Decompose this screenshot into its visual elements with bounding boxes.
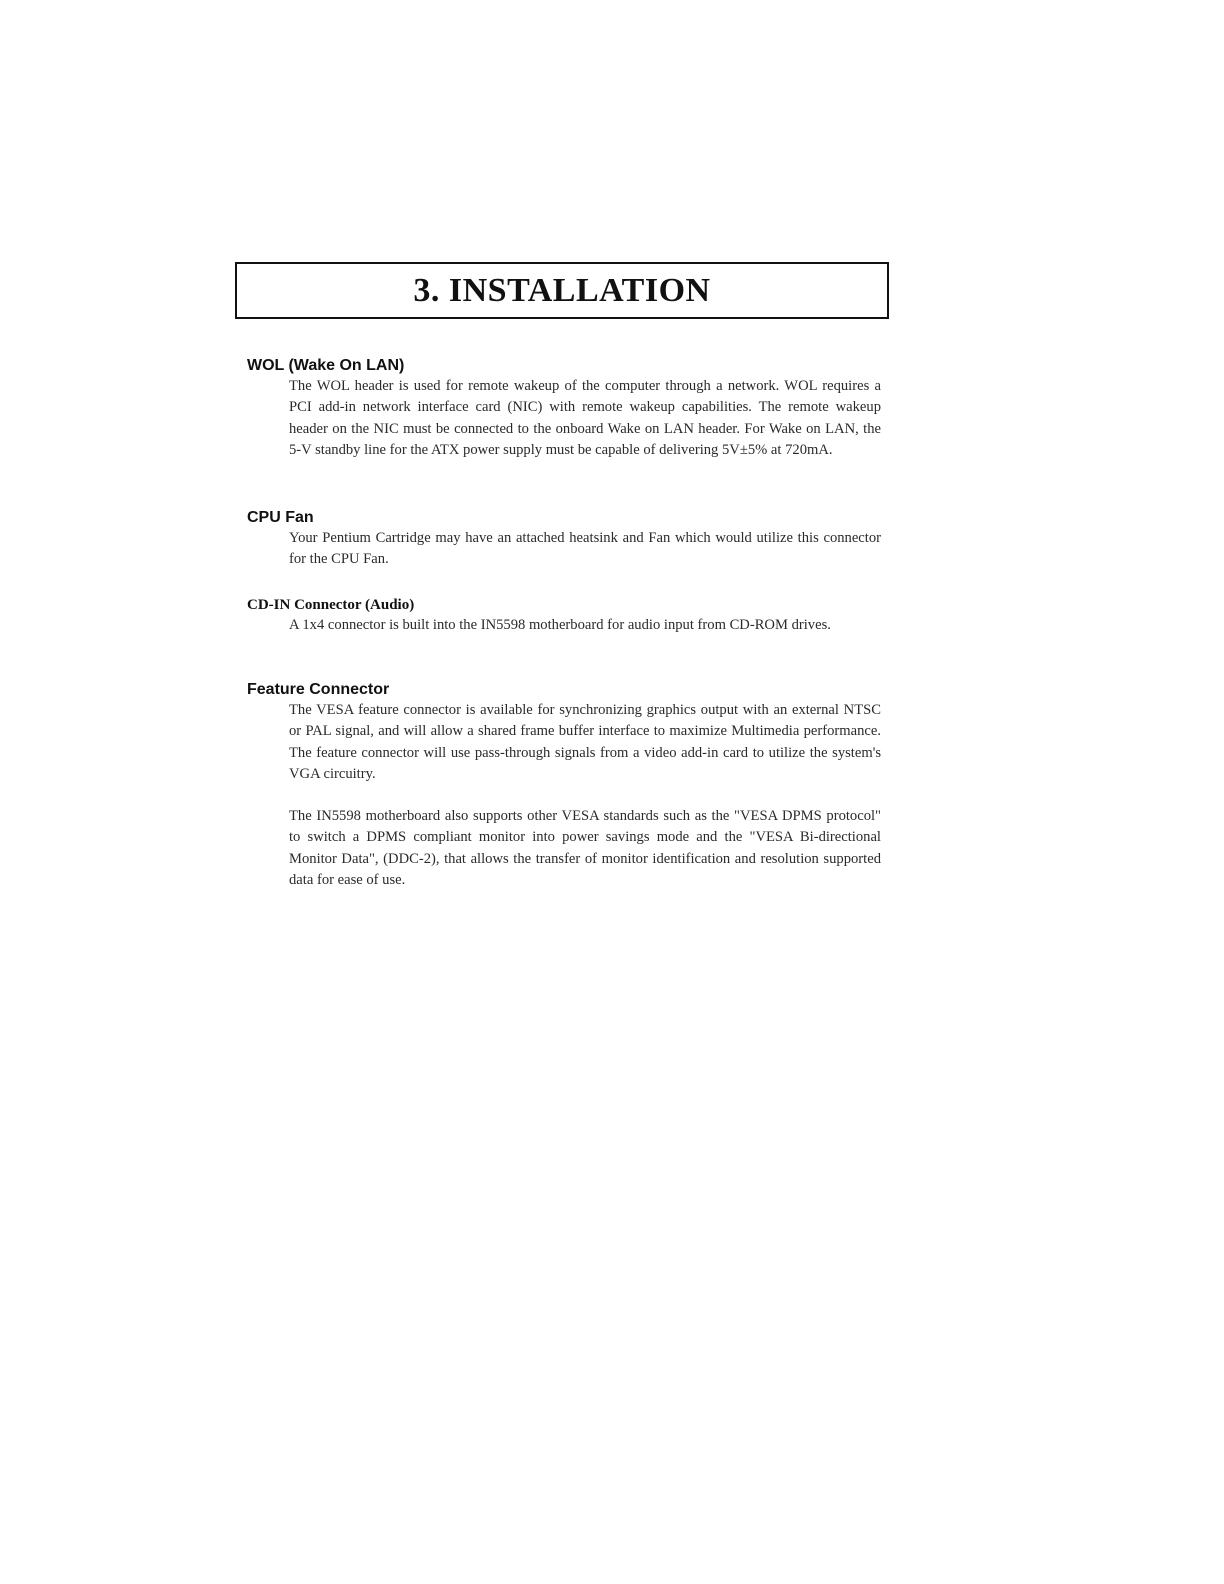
section-cd-in <box>247 595 887 636</box>
section-cpu-fan <box>247 508 887 571</box>
section-body-cd-in: A 1x4 connector is built into the IN5598 motherboard for audio input from CD-ROM drives. <box>289 617 831 633</box>
section-heading-feature-connector: Feature Connector <box>247 681 390 698</box>
section-body-cpu-fan: Your Pentium Cartridge may have an attached heatsink and Fan which would utilize this connector for the CPU Fan. <box>289 530 881 568</box>
section-wol <box>247 356 887 461</box>
section-body-feature-connector-1: The VESA feature connector is available for synchronizing graphics output with an external NTSC or PAL signal, and will allow a shared frame buffer interface to maximize Multimedia performance. The feature connector will use pass-through signals from a video add-in card to utilize the system's VGA circuitry. <box>289 702 881 782</box>
section-heading-wol: WOL (Wake On LAN) <box>247 357 405 374</box>
chapter-title-box <box>235 262 889 319</box>
section-body-feature-connector-2: The IN5598 motherboard also supports other VESA standards such as the "VESA DPMS protocol" to switch a DPMS compliant monitor into power savings mode and the "VESA Bi-directional Monitor Data", (DDC-2), that allows the transfer of monitor identification and resolution supported data for ease of use. <box>289 808 881 889</box>
section-heading-cd-in: CD-IN Connector (Audio) <box>247 597 415 613</box>
section-heading-cpu-fan: CPU Fan <box>247 509 314 526</box>
section-feature-connector <box>247 680 887 891</box>
section-body-wol: The WOL header is used for remote wakeup of the computer through a network. WOL requires a PCI add-in network interface card (NIC) with remote wakeup capabilities. The remote wakeup header on the NIC must be connected to the onboard Wake on LAN header. For Wake on LAN, the 5-V standby line for the ATX power supply must be capable of delivering 5V±5% at 720mA. <box>289 378 881 458</box>
chapter-title: 3. INSTALLATION <box>413 271 711 309</box>
